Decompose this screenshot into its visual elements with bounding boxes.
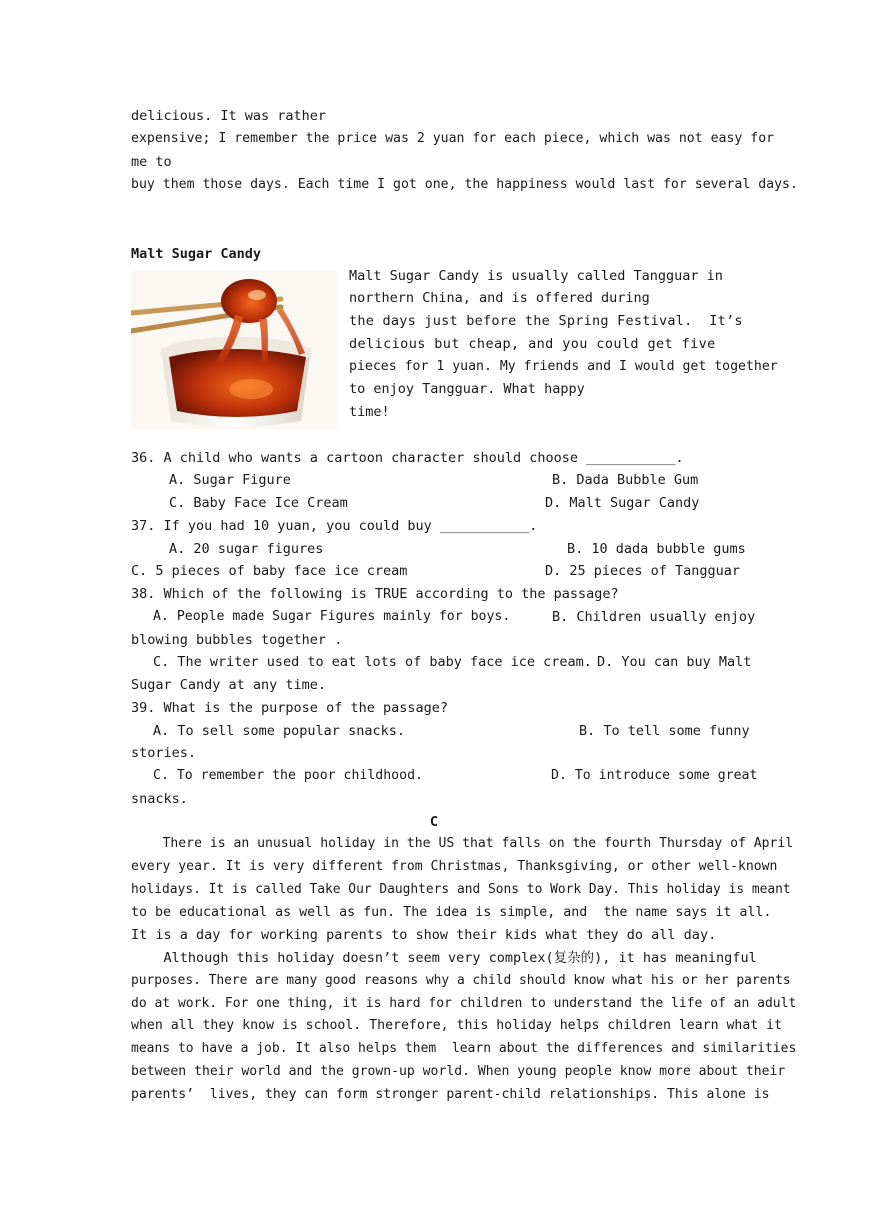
section-c-heading: C xyxy=(429,814,439,830)
q38-stem: 38. Which of the following is TRUE according to the passage? xyxy=(131,586,619,602)
q38-option-b: B. Children usually enjoy xyxy=(552,609,756,625)
intro-line-3: me to xyxy=(131,154,172,170)
section-c-p2-line-6: between their world and the grown-up world. When young people know more about their xyxy=(131,1064,786,1079)
section-c-p2-line-1: Although this holiday doesn’t seem very complex(复杂的), it has meaningful xyxy=(131,950,757,966)
q38-option-c: C. The writer used to eat lots of baby face ice cream. xyxy=(153,654,592,670)
q38-option-b-cont: blowing bubbles together . xyxy=(131,632,343,648)
q37-option-b: B. 10 dada bubble gums xyxy=(567,541,746,557)
malt-line-4: delicious but cheap, and you could get five xyxy=(349,336,716,352)
q36-option-d: D. Malt Sugar Candy xyxy=(545,495,700,511)
section-c-p1-line-4: to be educational as well as fun. The idea is simple, and the name says it all. xyxy=(131,905,772,920)
malt-line-2: northern China, and is offered during xyxy=(349,290,650,306)
section-c-p2-line-5: means to have a job. It also helps them learn about the differences and similarities xyxy=(131,1041,797,1056)
malt-candy-photo xyxy=(131,271,337,429)
malt-line-1: Malt Sugar Candy is usually called Tangguar in xyxy=(349,268,723,284)
malt-line-3: the days just before the Spring Festival. It’s xyxy=(349,313,743,329)
malt-line-7: time! xyxy=(349,404,390,420)
q37-stem: 37. If you had 10 yuan, you could buy ___________. xyxy=(131,518,538,534)
q38-option-d: D. You can buy Malt xyxy=(597,654,752,670)
section-c-p2-line-7: parents’ lives, they can form stronger parent-child relationships. This alone is xyxy=(131,1087,770,1102)
intro-line-2: expensive; I remember the price was 2 yuan for each piece, which was not easy for xyxy=(131,131,775,146)
q36-option-a: A. Sugar Figure xyxy=(169,472,291,488)
q37-option-d: D. 25 pieces of Tangguar xyxy=(545,563,741,579)
intro-line-4: buy them those days. Each time I got one, the happiness would last for several days. xyxy=(131,177,798,192)
q36-option-b: B. Dada Bubble Gum xyxy=(552,472,699,488)
section-c-p2-line-2: purposes. There are many good reasons why a child should know what his or her parents xyxy=(131,973,791,988)
q39-option-d: D. To introduce some great xyxy=(551,768,758,783)
section-c-p2-line-3: do at work. For one thing, it is hard for children to understand the life of an adult xyxy=(131,996,797,1011)
malt-line-6: to enjoy Tangguar. What happy xyxy=(349,381,585,397)
q37-option-a: A. 20 sugar figures xyxy=(169,541,324,557)
q38-option-a: A. People made Sugar Figures mainly for boys. xyxy=(153,609,511,624)
section-c-p1-line-3: holidays. It is called Take Our Daughters and Sons to Work Day. This holiday is meant xyxy=(131,882,791,897)
q39-option-a: A. To sell some popular snacks. xyxy=(153,723,405,739)
q39-option-b-cont: stories. xyxy=(131,745,197,761)
section-c-p2-line-4: when all they know is school. Therefore, this holiday helps children learn what it xyxy=(131,1018,783,1033)
section-c-p1-line-5: It is a day for working parents to show their kids what they do all day. xyxy=(131,927,717,943)
q38-option-d-cont: Sugar Candy at any time. xyxy=(131,677,327,693)
q37-option-c: C. 5 pieces of baby face ice cream xyxy=(131,563,408,579)
q39-stem: 39. What is the purpose of the passage? xyxy=(131,700,448,716)
intro-line-1: delicious. It was rather xyxy=(131,108,327,124)
malt-line-5: pieces for 1 yuan. My friends and I would get together xyxy=(349,359,778,374)
section-c-p1-line-2: every year. It is very different from Christmas, Thanksgiving, or other well-known xyxy=(131,859,778,874)
q39-option-c: C. To remember the poor childhood. xyxy=(153,768,423,783)
q36-option-c: C. Baby Face Ice Cream xyxy=(169,495,348,511)
malt-heading: Malt Sugar Candy xyxy=(131,246,262,262)
q39-option-d-cont: snacks. xyxy=(131,791,188,807)
q36-stem: 36. A child who wants a cartoon character should choose ___________. xyxy=(131,450,684,466)
section-c-p1-line-1: There is an unusual holiday in the US that falls on the fourth Thursday of April xyxy=(131,836,794,851)
q39-option-b: B. To tell some funny xyxy=(579,723,750,739)
